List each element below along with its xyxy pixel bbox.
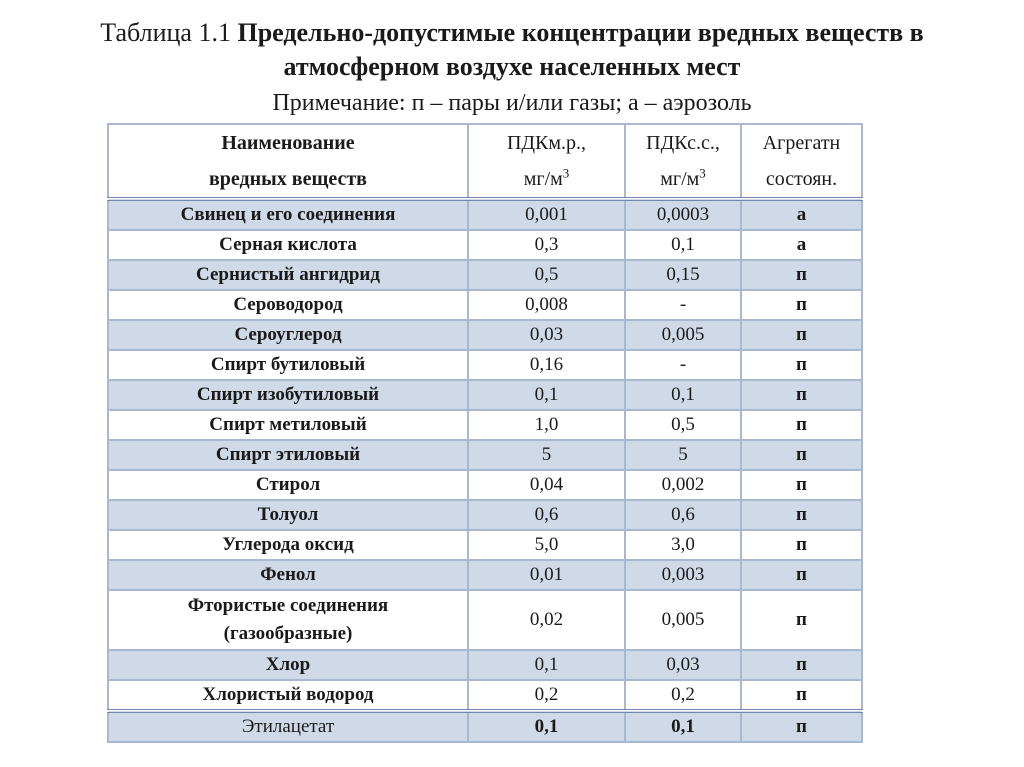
substance-name: Спирт изобутиловый — [108, 380, 468, 410]
pdk-ss-value: 0,002 — [625, 470, 741, 500]
pdk-ss-value: 0,1 — [625, 711, 741, 742]
substance-name: Этилацетат — [108, 711, 468, 742]
state-value: п — [741, 290, 862, 320]
pdk-ss-value: 0,03 — [625, 650, 741, 680]
pdk-mr-value: 5 — [468, 440, 625, 470]
table-row — [108, 530, 862, 560]
pdk-ss-value: - — [625, 290, 741, 320]
table-row — [108, 350, 862, 380]
table-row — [108, 410, 862, 440]
table-row — [108, 320, 862, 350]
pdk-ss-value: 0,15 — [625, 260, 741, 290]
table-row — [108, 230, 862, 260]
state-value: п — [741, 350, 862, 380]
table-row — [108, 199, 862, 230]
table-row — [108, 560, 862, 590]
substance-name: Хлор — [108, 650, 468, 680]
pdk-ss-value: 0,2 — [625, 680, 741, 711]
substance-name: Фтористые соединения (газообразные) — [108, 590, 468, 650]
pdk-mr-value: 0,2 — [468, 680, 625, 711]
table-title — [0, 18, 1024, 48]
substance-name: Сероуглерод — [108, 320, 468, 350]
table-row — [108, 711, 862, 742]
pdk-mr-value: 0,04 — [468, 470, 625, 500]
substance-name: Спирт этиловый — [108, 440, 468, 470]
substance-name: Сернистый ангидрид — [108, 260, 468, 290]
header-name: Наименование вредных веществ — [108, 124, 468, 199]
pdk-ss-value: 0,0003 — [625, 199, 741, 230]
pdk-mr-value: 0,001 — [468, 199, 625, 230]
substance-name: Углерода оксид — [108, 530, 468, 560]
pdk-ss-value: 3,0 — [625, 530, 741, 560]
state-value: п — [741, 470, 862, 500]
state-value: п — [741, 590, 862, 650]
pdk-ss-value: 0,5 — [625, 410, 741, 440]
state-value: а — [741, 230, 862, 260]
state-value: п — [741, 440, 862, 470]
table-row — [108, 440, 862, 470]
state-value: п — [741, 320, 862, 350]
header-pdk-mr: ПДКм.р., $мг/м^3$ — [468, 124, 625, 199]
table-header — [108, 124, 862, 199]
table-number: Таблица 1.1 — [100, 18, 231, 47]
pdk-mr-value: 0,03 — [468, 320, 625, 350]
substance-name: Серная кислота — [108, 230, 468, 260]
pdk-mr-value: 1,0 — [468, 410, 625, 440]
state-value: п — [741, 680, 862, 711]
header-pdk-ss: ПДКс.с., $мг/м^3$ — [625, 124, 741, 199]
pdk-mr-value: 0,008 — [468, 290, 625, 320]
table-row — [108, 590, 862, 650]
table-row — [108, 500, 862, 530]
pdk-mr-value: 0,01 — [468, 560, 625, 590]
state-value: п — [741, 530, 862, 560]
table-body — [108, 199, 862, 742]
table-title-line1: Предельно-допустимые концентрации вредных веществ в — [237, 18, 924, 47]
pdk-mr-value: 0,1 — [468, 650, 625, 680]
pdk-ss-value: 0,005 — [625, 590, 741, 650]
substance-name: Сероводород — [108, 290, 468, 320]
pdk-mr-value: 0,3 — [468, 230, 625, 260]
state-value: п — [741, 500, 862, 530]
substance-name: Спирт метиловый — [108, 410, 468, 440]
table-row — [108, 380, 862, 410]
pdk-mr-value: 0,1 — [468, 711, 625, 742]
pdk-table — [107, 123, 863, 743]
table-row — [108, 470, 862, 500]
state-value: п — [741, 650, 862, 680]
state-value: п — [741, 560, 862, 590]
substance-name: Свинец и его соединения — [108, 199, 468, 230]
pdk-mr-value: 0,5 — [468, 260, 625, 290]
table-row — [108, 290, 862, 320]
pdk-mr-value: 0,6 — [468, 500, 625, 530]
table-note: Примечание: п – пары и/или газы; а – аэрозоль — [272, 90, 752, 116]
substance-name: Фенол — [108, 560, 468, 590]
header-row — [108, 124, 862, 199]
pdk-ss-value: - — [625, 350, 741, 380]
table-row — [108, 260, 862, 290]
state-value: п — [741, 711, 862, 742]
pdk-mr-value: 5,0 — [468, 530, 625, 560]
substance-name: Хлористый водород — [108, 680, 468, 711]
table-row — [108, 650, 862, 680]
pdk-mr-value: 0,16 — [468, 350, 625, 380]
substance-name: Толуол — [108, 500, 468, 530]
substance-name: Спирт бутиловый — [108, 350, 468, 380]
table-row — [108, 680, 862, 711]
pdk-ss-value: 0,6 — [625, 500, 741, 530]
state-value: п — [741, 380, 862, 410]
table-title-line2: атмосферном воздухе населенных мест — [283, 52, 741, 81]
pdk-ss-value: 0,1 — [625, 230, 741, 260]
substance-name: Стирол — [108, 470, 468, 500]
pdk-ss-value: 0,003 — [625, 560, 741, 590]
pdk-mr-value: 0,02 — [468, 590, 625, 650]
pdk-mr-value: 0,1 — [468, 380, 625, 410]
header-state: Агрегатн состоян. — [741, 124, 862, 199]
pdk-ss-value: 0,005 — [625, 320, 741, 350]
state-value: п — [741, 410, 862, 440]
state-value: п — [741, 260, 862, 290]
pdk-ss-value: 0,1 — [625, 380, 741, 410]
state-value: а — [741, 199, 862, 230]
pdk-ss-value: 5 — [625, 440, 741, 470]
